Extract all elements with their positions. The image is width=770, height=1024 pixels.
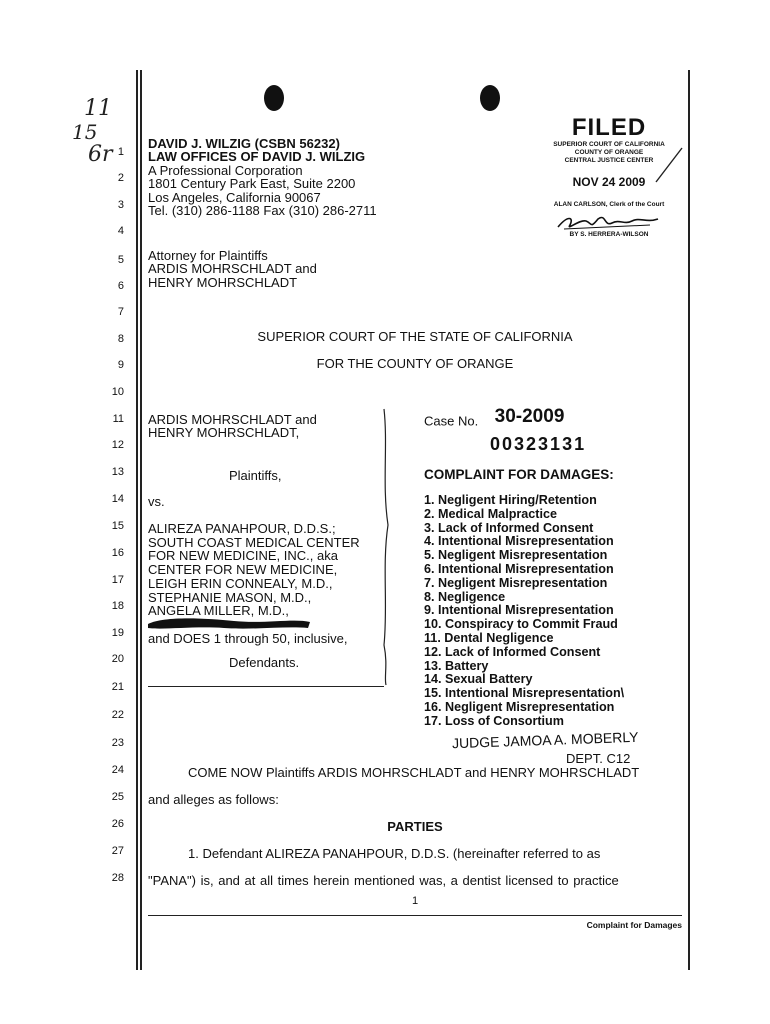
defendant-line: and DOES 1 through 50, inclusive, — [148, 630, 348, 646]
caption-underline — [148, 686, 384, 687]
count-item: 2. Medical Malpractice — [424, 506, 557, 521]
footer-title: Complaint for Damages — [586, 920, 682, 930]
count-item: 14. Sexual Battery — [424, 672, 533, 687]
stamp-county: COUNTY OF ORANGE — [574, 149, 644, 156]
plaintiffs-label: Plaintiffs, — [229, 468, 282, 483]
defendant-line: ALIREZA PANAHPOUR, D.D.S.; — [148, 521, 336, 536]
court-county: FOR THE COUNTY OF ORANGE — [316, 356, 514, 371]
judge-dept: DEPT. C12 — [566, 751, 631, 766]
count-item: 1. Negligent Hiring/Retention — [424, 493, 597, 507]
caption-plaintiff-line: HENRY MOHRSCHLADT, — [148, 425, 300, 441]
case-number-block — [424, 406, 564, 428]
count-item: 5. Negligent Misrepresentation — [424, 548, 608, 563]
line-number: 19 — [111, 627, 124, 639]
line-number: 7 — [117, 306, 124, 318]
line-number: 28 — [111, 872, 124, 884]
count-item: 10. Conspiracy to Commit Fraud — [424, 617, 618, 632]
line-number: 13 — [111, 466, 124, 478]
attorney-plaintiff-2: HENRY MOHRSCHLADT — [148, 274, 298, 290]
defendant-line: LEIGH ERIN CONNEALY, M.D., — [148, 575, 333, 591]
stamp-date: NOV 24 2009 — [572, 175, 646, 189]
right-margin-line — [688, 70, 690, 970]
stamp-center: CENTRAL JUSTICE CENTER — [564, 157, 654, 164]
line-number: 11 — [112, 413, 124, 425]
case-number-bottom: 00323131 — [490, 434, 587, 454]
line-number: 2 — [117, 172, 124, 184]
line-number: 8 — [117, 333, 124, 345]
line-number: 4 — [117, 225, 124, 237]
count-item: 8. Negligence — [424, 589, 506, 604]
defendant-line: ANGELA MILLER, M.D., — [148, 603, 289, 619]
caption-plaintiffs — [148, 413, 317, 440]
complaint-title: COMPLAINT FOR DAMAGES: — [424, 467, 614, 482]
section-heading: PARTIES — [387, 819, 443, 834]
handwritten-mark-3: 6r — [88, 142, 113, 167]
line-number: 22 — [111, 709, 124, 721]
filed-check-mark-icon — [650, 146, 686, 186]
defendant-line: STEPHANIE MASON, M.D., — [148, 589, 312, 605]
filed-label: FILED — [571, 114, 647, 141]
paragraph-1-line-1: 1. Defendant ALIREZA PANAHPOUR, D.D.S. (hereinafter referred to as — [188, 846, 601, 861]
line-number: 24 — [111, 764, 124, 776]
phone-fax: Tel. (310) 286-1188 Fax (310) 286-2711 — [148, 203, 377, 219]
redaction-mark-icon — [144, 612, 314, 632]
line-number: 9 — [117, 359, 124, 371]
judge-assignment: JUDGE JAMOA A. MOBERLY — [451, 728, 639, 752]
counts-list — [424, 494, 624, 729]
page-number: 1 — [411, 895, 419, 907]
line-number: 10 — [111, 386, 124, 398]
stamp-by: BY S. HERRERA-WILSON — [569, 231, 649, 238]
line-number: 23 — [111, 737, 124, 749]
line-number: 14 — [111, 493, 124, 505]
line-number: 17 — [111, 574, 124, 586]
count-item: 4. Intentional Misrepresentation — [424, 534, 614, 549]
count-item: 11. Dental Negligence — [424, 630, 554, 645]
handwritten-mark-1: 11 — [84, 96, 112, 121]
caption-plaintiff-line: ARDIS MOHRSCHLADT and — [148, 412, 317, 427]
attorney-for: Attorney for Plaintiffs — [148, 248, 268, 263]
line-number: 27 — [111, 845, 124, 857]
stamp-clerk: ALAN CARLSON, Clerk of the Court — [553, 201, 665, 208]
defendant-line: SOUTH COAST MEDICAL CENTER — [148, 534, 360, 550]
footer-rule — [148, 915, 682, 916]
punch-hole-left — [264, 85, 284, 111]
count-item: 9. Intentional Misrepresentation — [424, 603, 614, 618]
defendant-line: CENTER FOR NEW MEDICINE, — [148, 562, 338, 578]
line-number: 3 — [117, 199, 124, 211]
count-item: 6. Intentional Misrepresentation — [424, 561, 614, 576]
attorney-name: DAVID J. WILZIG (CSBN 56232) — [148, 136, 340, 151]
line-number: 12 — [111, 439, 124, 451]
defendant-line: FOR NEW MEDICINE, INC., aka — [148, 548, 338, 564]
count-item: 17. Loss of Consortium — [424, 713, 564, 728]
defendants-label: Defendants. — [229, 655, 300, 670]
line-number: 21 — [111, 681, 124, 693]
line-number: 16 — [111, 547, 124, 559]
count-item: 15. Intentional Misrepresentation\ — [424, 686, 625, 701]
line-number: 6 — [117, 280, 124, 292]
line-number: 26 — [111, 818, 124, 830]
line-number: 18 — [111, 600, 124, 612]
vs-label: vs. — [148, 494, 165, 509]
line-number: 15 — [111, 520, 124, 532]
line-number: 25 — [111, 791, 124, 803]
intro-line-1: COME NOW Plaintiffs ARDIS MOHRSCHLADT and HENRY MOHRSCHLADT — [188, 765, 640, 780]
court-title: SUPERIOR COURT OF THE STATE OF CALIFORNIA — [257, 329, 573, 344]
handwritten-mark-2: 15 — [72, 120, 98, 144]
address-2: Los Angeles, California 90067 — [148, 189, 321, 205]
count-item: 13. Battery — [424, 658, 489, 673]
address-1: 1801 Century Park East, Suite 2200 — [148, 176, 356, 192]
attorney-for-block — [148, 249, 317, 289]
caption-bracket-icon — [378, 405, 394, 687]
case-number-top: 30-2009 — [494, 406, 565, 427]
left-margin-line — [136, 70, 138, 970]
line-number: 20 — [111, 653, 124, 665]
line-number: 5 — [117, 254, 124, 266]
count-item: 12. Lack of Informed Consent — [424, 644, 601, 659]
firm-corp: A Professional Corporation — [148, 162, 303, 178]
attorney-block — [148, 137, 377, 217]
attorney-plaintiff-1: ARDIS MOHRSCHLADT and — [148, 261, 317, 277]
left-margin-line-inner — [140, 70, 142, 970]
law-firm: LAW OFFICES OF DAVID J. WILZIG — [148, 149, 366, 165]
intro-line-2: and alleges as follows: — [148, 792, 279, 807]
line-number: 1 — [117, 146, 124, 158]
punch-hole-right — [480, 85, 500, 111]
case-label: Case No. — [424, 413, 479, 429]
count-item: 16. Negligent Misrepresentation — [424, 699, 615, 714]
count-item: 3. Lack of Informed Consent — [424, 520, 594, 535]
count-item: 7. Negligent Misrepresentation — [424, 575, 608, 590]
clerk-signature-icon — [554, 211, 664, 233]
stamp-court: SUPERIOR COURT OF CALIFORNIA — [553, 141, 665, 148]
paragraph-1-line-2: "PANA") is, and at all times herein mentioned was, a dentist licensed to practice — [148, 873, 619, 888]
